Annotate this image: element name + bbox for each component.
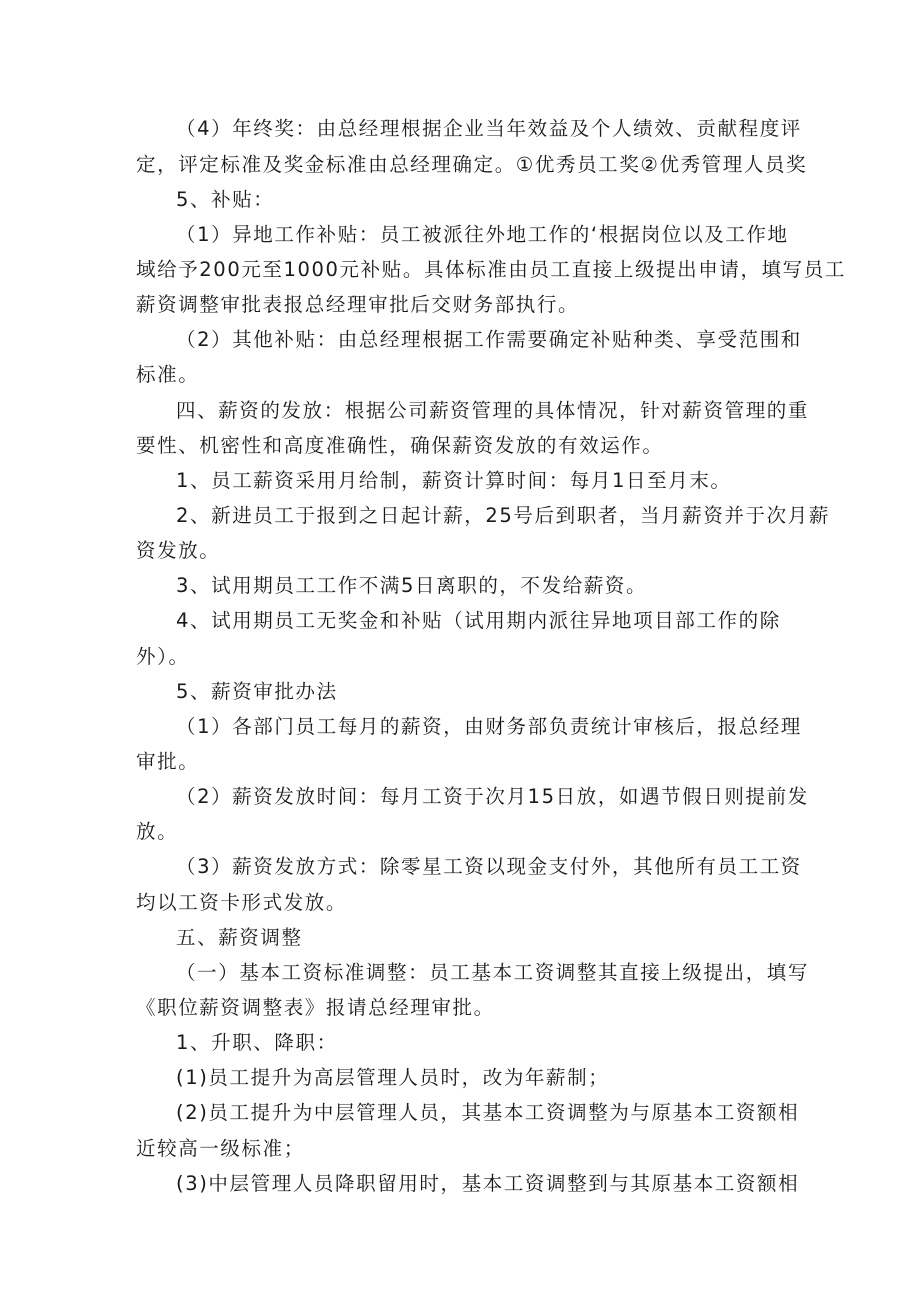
text-line: 薪资调整审批表报总经理审批后交财务部执行。 — [136, 293, 580, 316]
text-line: 5、补贴： — [176, 188, 275, 211]
text-line: 4、试用期员工无奖金和补贴（试用期内派往异地项目部工作的除 — [176, 609, 781, 632]
text-line: 2、新进员工于报到之日起计薪，25号后到职者，当月薪资并于次月薪 — [176, 504, 830, 527]
text-line: 近较高一级标准； — [136, 1137, 305, 1160]
text-line: 《职位薪资调整表》报请总经理审批。 — [136, 996, 495, 1019]
text-line: （4）年终奖：由总经理根据企业当年效益及个人绩效、贡献程度评 — [176, 117, 802, 140]
text-line: 3、试用期员工工作不满5日离职的，不发给薪资。 — [176, 574, 648, 597]
text-line: （1）异地工作补贴：员工被派往外地工作的‘根据岗位以及工作地 — [176, 223, 789, 246]
text-line: 1、升职、降职： — [176, 1031, 338, 1054]
text-line: 域给予200元至1000元补贴。具体标准由员工直接上级提出申请，填写员工 — [136, 258, 846, 281]
text-line: (3)中层管理人员降职留用时，基本工资调整到与其原基本工资额相 — [176, 1172, 800, 1195]
text-line: 定，评定标准及奖金标准由总经理确定。①优秀员工奖②优秀管理人员奖 — [136, 153, 808, 176]
text-line: 5、薪资审批办法 — [176, 680, 338, 703]
text-line: 要性、机密性和高度准确性，确保薪资发放的有效运作。 — [136, 434, 664, 457]
text-line: 均以工资卡形式发放。 — [136, 891, 348, 914]
text-line: 审批。 — [136, 750, 200, 773]
text-line: 标准。 — [136, 363, 200, 386]
text-line: 外）。 — [136, 645, 190, 668]
text-line: 五、薪资调整 — [176, 926, 303, 949]
text-line: （3）薪资发放方式：除零星工资以现金支付外，其他所有员工工资 — [176, 855, 802, 878]
text-line: (1)员工提升为高层管理人员时，改为年薪制； — [176, 1066, 610, 1089]
text-line: （1）各部门员工每月的薪资，由财务部负责统计审核后，报总经理 — [176, 715, 802, 738]
text-line: （2）其他补贴：由总经理根据工作需要确定补贴种类、享受范围和 — [176, 328, 802, 351]
text-line: （2）薪资发放时间：每月工资于次月15日放，如遇节假日则提前发 — [176, 785, 809, 808]
text-line: (2)员工提升为中层管理人员，其基本工资调整为与原基本工资额相 — [176, 1101, 800, 1124]
text-line: 四、薪资的发放：根据公司薪资管理的具体情况，针对薪资管理的重 — [176, 399, 810, 422]
text-line: （一）基本工资标准调整：员工基本工资调整其直接上级提出，填写 — [176, 961, 810, 984]
text-line: 资发放。 — [136, 539, 221, 562]
text-line: 1、员工薪资采用月给制，薪资计算时间：每月1日至月末。 — [176, 469, 732, 492]
text-line: 放。 — [136, 820, 179, 843]
